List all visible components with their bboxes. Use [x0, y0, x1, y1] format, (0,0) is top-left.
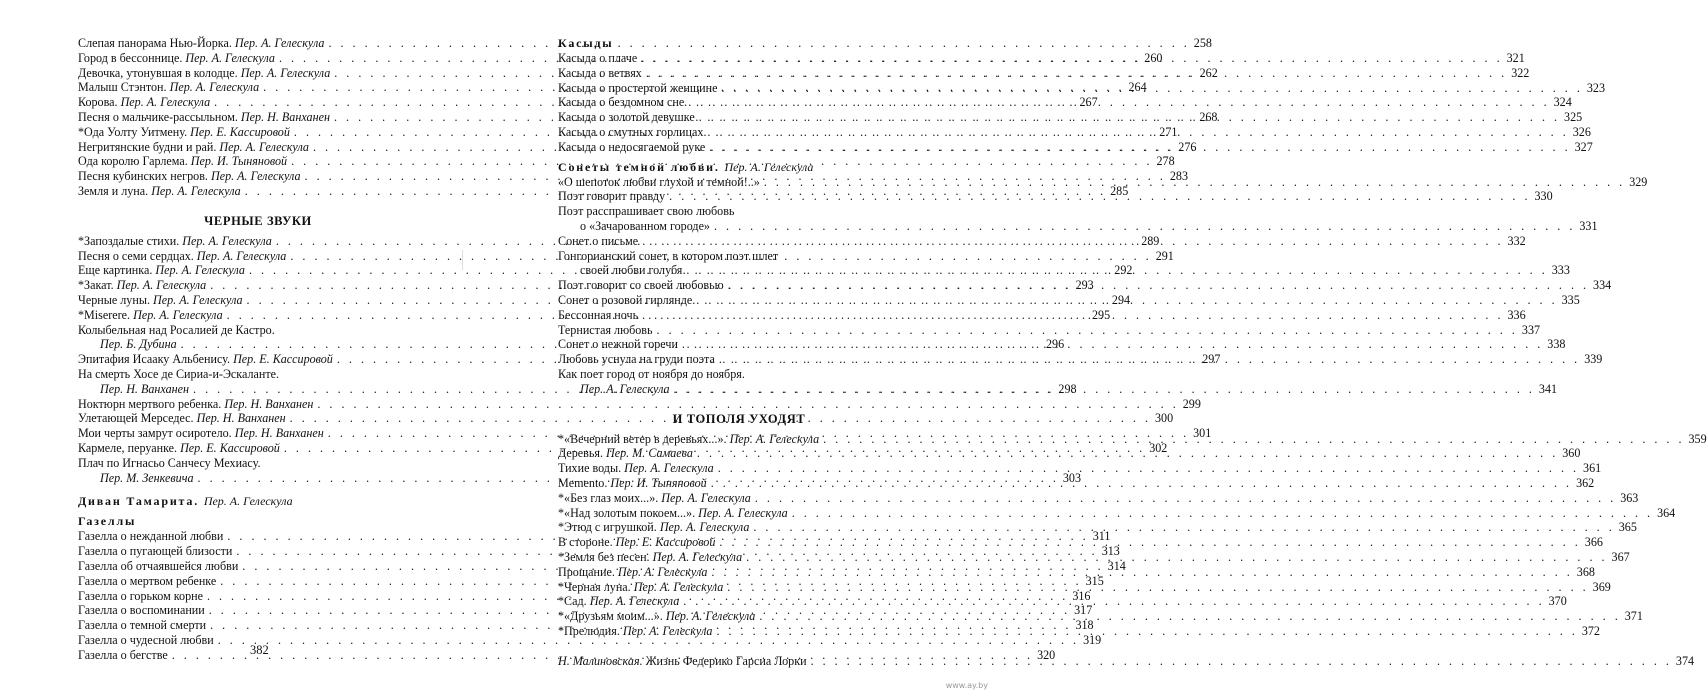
page-ref: 323	[1586, 80, 1605, 95]
toc-entry-title: *Черная луна. Пер. А. Гелескула	[558, 579, 724, 594]
page-ref: 330	[1534, 189, 1553, 204]
section-heading-black-sounds: ЧЕРНЫЕ ЗВУКИ	[204, 213, 312, 228]
toc-entry-title: *Закат. Пер. А. Гелескула	[78, 278, 207, 293]
page-ref: 321	[1506, 51, 1525, 65]
translator: Пер. Н. Ванханен	[196, 411, 286, 426]
page-ref: 285	[1110, 183, 1129, 198]
leader-dots	[792, 506, 1653, 521]
page-ref: 359	[1688, 431, 1707, 446]
toc-entry-title: Малыш Стэнтон. Пер. А. Гелескула	[78, 80, 260, 95]
page-ref: 365	[1618, 520, 1637, 535]
translator: Пер. А. Гелескула	[153, 292, 243, 307]
toc-entry-title: Газелла о мертвом ребенке	[78, 573, 217, 588]
translator: Пер. А. Гелескула	[698, 505, 788, 520]
translator: Пер. А. Гелескула	[652, 549, 743, 564]
translator: Пер. А. Гелескула	[661, 490, 751, 505]
translator: Пер. А. Гелескула	[617, 564, 708, 579]
page-ref: 361	[1583, 461, 1602, 476]
translator: Пер. А. Гелескула	[219, 139, 309, 154]
toc-entry-title: Касыда о золотой девушке	[558, 110, 695, 125]
toc-entry-title: Девочка, утонувшая в колодце. Пер. А. Гелескула	[78, 65, 331, 80]
page-ref: 293	[1075, 278, 1094, 293]
leader-dots	[727, 580, 1588, 595]
page-ref: 276	[1178, 139, 1197, 154]
translator: Пер. А. Гелескула	[665, 609, 756, 624]
toc-entry-title: Касыда о плаче	[558, 51, 638, 65]
translator: Пер. А. Гелескула	[182, 233, 272, 248]
toc-entry-title: *Запоздалые стихи. Пер. А. Гелескула	[78, 233, 272, 248]
toc-entry[interactable]	[558, 461, 1602, 476]
page-ref: 326	[1572, 124, 1591, 139]
toc-entry[interactable]: своей любви голубя . . . 333	[558, 263, 920, 278]
toc-entry-title: Поэт говорит правду	[558, 189, 666, 204]
translator: Пер. А. Гелескула	[633, 579, 724, 594]
translator: Пер. А. Гелескула	[151, 183, 241, 198]
page-fold	[462, 250, 463, 270]
leader-dots	[711, 565, 1572, 580]
leader-dots	[728, 278, 1589, 293]
translator: Пер. М. Самаева	[606, 446, 693, 461]
leader-dots	[682, 337, 1543, 352]
translator: Пер. А. Гелескула	[169, 80, 260, 95]
toc-entry-title: Улетающей Мерседес. Пер. Н. Ванханен	[78, 411, 286, 426]
toc-entry-title: Тихие воды. Пер. А. Гелескула	[558, 461, 714, 476]
section-heading-poplars: И ТОПОЛЯ УХОДЯТ	[672, 411, 806, 426]
leader-dots	[646, 66, 1507, 81]
toc-entry[interactable]: о «Зачарованном городе» . . . 331	[558, 219, 920, 234]
page-ref: 339	[1584, 352, 1603, 367]
page-number: 382	[250, 643, 269, 657]
page-ref: 362	[1576, 475, 1595, 490]
page-ref: 337	[1521, 322, 1541, 337]
translator: Пер. Н. Ванханен	[224, 396, 314, 411]
leader-dots	[669, 189, 1530, 204]
toc-entry[interactable]: Пер. Н. Ванханен . . . 298	[78, 382, 438, 397]
page-ref: 294	[1111, 292, 1131, 307]
page-ref: 372	[1581, 623, 1600, 638]
toc-entry[interactable]	[558, 505, 1676, 521]
page-ref: 360	[1562, 446, 1581, 461]
translator: Пер. Е. Кассировой	[615, 535, 716, 550]
page-ref: 314	[1107, 558, 1126, 573]
leader-dots	[697, 446, 1558, 461]
translator: Пер. А. Гелескула	[729, 431, 820, 446]
toc-entry-title: Корова. Пер. А. Гелескула	[78, 95, 211, 110]
toc-entry-title: *Сад. Пер. А. Гелескула	[558, 594, 680, 609]
toc-entry[interactable]: Колыбельная над Росалией де Кастро.	[78, 322, 275, 337]
leader-dots	[696, 293, 1557, 308]
section-heading-gazelles: Газеллы	[78, 514, 137, 529]
toc-entry-title: Еще картинка. Пер. А. Гелескула	[78, 263, 245, 278]
page-ref: 366	[1584, 535, 1603, 550]
page-ref: 329	[1629, 174, 1648, 189]
page-ref: 322	[1511, 65, 1530, 80]
toc-entry-title: Ода королю Гарлема. Пер. И. Тыняновой	[78, 154, 288, 169]
section-heading-divan: Диван Тамарита. Пер. А. Гелескула	[78, 494, 293, 509]
page-ref: 262	[1199, 65, 1218, 80]
page-ref: 317	[1074, 603, 1093, 618]
page-ref: 300	[1155, 411, 1174, 426]
toc-entry[interactable]: Пер. М. Зенкевича . . . 303	[78, 471, 438, 486]
page-ref: 327	[1574, 139, 1593, 154]
toc-entry-title: Memento. Пер. И. Тыняновой	[558, 475, 707, 490]
toc-entry-title: Слепая панорама Нью-Йорка. Пер. А. Гелескула	[78, 36, 325, 50]
toc-entry-title: «О шепоток любви глухой и темной!..»	[558, 174, 760, 189]
toc-entry-title: Сонет о розовой гирлянде	[558, 292, 693, 307]
toc-entry-title: Газелла о горьком корне	[78, 588, 203, 603]
toc-entry[interactable]	[558, 520, 1637, 535]
translator: Пер. А. Гелескула	[240, 65, 331, 80]
toc-entry-title: *«Над золотым покоем...». Пер. А. Гелескула	[558, 505, 788, 520]
toc-entry-title: Песня о мальчике-рассыльном. Пер. Н. Ванханен	[78, 109, 330, 124]
translator: Пер. А. Гелескула	[622, 623, 713, 638]
watermark: www.ay.by	[945, 681, 988, 690]
toc-entry-title: Газелла об отчаявшейся любви	[78, 558, 239, 573]
page-ref: 271	[1159, 124, 1178, 139]
toc-entry[interactable]: На смерть Хосе де Сириа-и-Эскаланте.	[78, 366, 280, 381]
page-ref: 301	[1193, 426, 1212, 441]
toc-entry-title: *«Без глаз моих...». Пер. А. Гелескула	[558, 490, 751, 505]
toc-entry-title: Любовь уснула на груди поэта	[558, 352, 715, 367]
toc-entry[interactable]: Эпитафия Исааку Альбенису. Пер. Е. Кассировой . . . 297	[78, 352, 438, 367]
page-ref: 367	[1611, 549, 1630, 564]
toc-entry-title: *«Друзьям моим...». Пер. А. Гелескула	[558, 609, 756, 624]
leader-dots	[755, 491, 1616, 506]
toc-entry[interactable]: Плач по Игнасьо Санчесу Мехиасу.	[78, 455, 261, 470]
page-ref: 334	[1593, 278, 1612, 293]
page-ref: 368	[1576, 564, 1595, 579]
leader-dots	[746, 550, 1607, 565]
toc-entry-title: Песня о семи сердцах. Пер. А. Гелескула	[78, 248, 287, 263]
translator: Пер. А. Гелескула	[116, 278, 207, 293]
translator: Пер. А. Гелескула	[210, 169, 301, 184]
page-ref: 325	[1564, 110, 1583, 125]
toc-entry-title: Касыда о простертой женщине	[558, 80, 718, 95]
translator: Пер. А. Гелескула	[120, 95, 211, 110]
page-ref: 289	[1141, 233, 1160, 248]
toc-entry[interactable]	[558, 475, 1595, 491]
page-ref: 336	[1507, 307, 1526, 322]
translator: Пер. Е. Кассировой	[190, 124, 290, 139]
leader-dots	[711, 476, 1572, 491]
toc-entry-title: Касыда о ветвях	[558, 65, 642, 80]
translator: Пер. А. Гелескула	[196, 248, 287, 263]
toc-entry-title: Касыда о бездомном сне	[558, 95, 685, 110]
toc-entry-title: Газелла о бегстве	[78, 647, 168, 662]
page-ref: 315	[1085, 573, 1104, 588]
page-ref: 278	[1156, 154, 1175, 169]
translator: Пер. А. Гелескула	[155, 263, 245, 278]
toc-entry-title: Город в бессоннице. Пер. А. Гелескула	[78, 50, 275, 65]
leader-dots	[657, 323, 1518, 338]
toc-entry-title: Газелла о чудесной любви	[78, 632, 214, 647]
translator: Пер. Н. Ванханен	[240, 109, 330, 124]
section-heading-sonnets: Сонеты темной любви. Пер. А. Гелескула	[558, 159, 814, 174]
toc-entry-title: Мои черты замрут осиротело. Пер. Н. Ванханен	[78, 426, 324, 441]
toc-entry-title: Негритянские будни и рай. Пер. А. Гелескула	[78, 139, 309, 154]
toc-entry-title: *Miserere. Пер. А. Гелескула	[78, 307, 223, 322]
toc-entry[interactable]	[558, 490, 1639, 506]
leader-dots	[709, 140, 1570, 155]
page-ref: 268	[1199, 109, 1218, 124]
leader-dots	[764, 175, 1625, 190]
toc-entry[interactable]	[78, 396, 1201, 412]
page-ref: 260	[1144, 50, 1163, 65]
toc-entry-title: *Ода Уолту Уитмену. Пер. Е. Кассировой	[78, 124, 290, 139]
page-ref: 319	[1083, 632, 1102, 647]
toc-entry-title: Черные луны. Пер. А. Гелескула	[78, 292, 243, 307]
toc-entry-title: Газелла о воспоминании	[78, 603, 205, 618]
translator: Пер. А. Гелескула	[589, 594, 680, 609]
translator: Пер. А. Гелескула	[234, 36, 325, 50]
toc-entry-title: Бессонная ночь	[558, 307, 639, 322]
toc-entry-title: Ноктюрн мертвого ребенка. Пер. Н. Ванханен	[78, 396, 314, 411]
section-heading-kasidas: Касыды	[558, 36, 614, 50]
toc-entry-title: *Земля без песен. Пер. А. Гелескула	[558, 549, 743, 564]
leader-dots	[707, 125, 1568, 140]
page-ref: 369	[1592, 579, 1611, 594]
translator: Пер. И. Тыняновой	[610, 475, 707, 490]
toc-entry-title: Поэт говорит со своей любовью	[558, 278, 724, 293]
leader-dots	[719, 352, 1580, 367]
toc-entry-essay[interactable]: Н. Малиновская. Жизнь Федерико Гарсиа Лорки . . . 374	[558, 654, 920, 669]
leader-dots	[642, 308, 1503, 323]
page-ref: 364	[1657, 505, 1676, 520]
toc-entry[interactable]: Пер. Б. Дубина . . . 296	[78, 337, 438, 352]
page-ref: 370	[1548, 594, 1567, 609]
toc-entry-title: *Этюд с игрушкой. Пер. А. Гелескула	[558, 520, 750, 535]
toc-entry-title: Деревья. Пер. М. Самаева	[558, 446, 693, 461]
page-ref: 299	[1182, 396, 1201, 411]
translator: Пер. А. Гелескула	[133, 307, 223, 322]
page-ref: 363	[1620, 490, 1639, 505]
page-ref: 318	[1075, 618, 1094, 633]
toc-entry-title: Газелла о нежданной любви	[78, 529, 224, 544]
toc-entry[interactable]: Гонгорианский сонет, в котором поэт шлет	[558, 248, 779, 263]
toc-entry-title: Земля и луна. Пер. А. Гелескула	[78, 183, 241, 198]
leader-dots	[719, 535, 1580, 550]
toc-entry-title: *«Вечерний ветер в деревьях...». Пер. А. Гелескула	[558, 431, 820, 446]
page-ref: 324	[1553, 95, 1572, 110]
page-ref: 292	[1114, 263, 1133, 278]
toc-entry[interactable]: Сонет о письме . . . 332	[558, 234, 920, 249]
toc-entry-title: Газелла о пугающей близости	[78, 544, 233, 559]
page-ref: 316	[1072, 588, 1091, 603]
leader-dots	[722, 81, 1583, 96]
toc-entry-title: В стороне. Пер. Е. Кассировой	[558, 535, 716, 550]
toc-entry-title: Касыда о недосягаемой руке	[558, 139, 706, 154]
page-ref: 283	[1169, 169, 1189, 184]
toc-entry-title: Песня кубинских негров. Пер. А. Гелескула	[78, 169, 301, 184]
toc-entry[interactable]: Пер. А. Гелескула . . . 341	[558, 382, 920, 397]
toc-entry[interactable]: Поэт расспрашивает свою любовь	[558, 204, 735, 219]
page-ref: 320	[1037, 647, 1056, 662]
leader-dots	[759, 609, 1620, 624]
leader-dots	[688, 95, 1549, 110]
page-ref: 338	[1547, 337, 1566, 352]
toc-entry-title: Сонет о нежной горечи	[558, 337, 678, 352]
leader-dots	[683, 594, 1544, 609]
toc-entry-title: Кармеле, перуанке. Пер. Е. Кассировой	[78, 440, 280, 455]
page-ref: 371	[1624, 609, 1643, 624]
translator: Пер. И. Тыняновой	[190, 154, 288, 169]
page-ref: 295	[1092, 307, 1111, 322]
page-ref: 313	[1101, 544, 1120, 559]
leader-dots	[641, 51, 1502, 66]
page-ref: 258	[1193, 36, 1212, 50]
toc-entry[interactable]: Как поет город от ноября до ноября.	[558, 366, 745, 381]
toc-entry-title: Касыда о смутных горлицах	[558, 124, 704, 139]
toc-entry-title: Тернистая любовь	[558, 322, 653, 337]
page-ref: 311	[1092, 529, 1111, 544]
translator: Пер. Е. Кассировой	[180, 440, 280, 455]
toc-entry-title: Прощание. Пер. А. Гелескула	[558, 564, 708, 579]
translator: Пер. А. Гелескула	[624, 461, 714, 476]
leader-dots	[753, 520, 1614, 535]
leader-dots	[716, 624, 1577, 639]
toc-entry[interactable]	[558, 322, 1541, 338]
toc-entry-title: Газелла о темной смерти	[78, 618, 207, 633]
leader-dots	[718, 461, 1579, 476]
translator: Пер. Н. Ванханен	[234, 426, 324, 441]
page-ref: 291	[1155, 248, 1174, 263]
page-ref: 267	[1079, 95, 1098, 110]
toc-entry-title: *Прелюдия. Пер. А. Гелескула	[558, 623, 713, 638]
page-ref: 264	[1128, 80, 1147, 95]
page-ref: 302	[1149, 440, 1168, 455]
leader-dots	[699, 110, 1560, 125]
translator: Пер. А. Гелескула	[659, 520, 750, 535]
page-ref: 335	[1561, 292, 1580, 307]
translator: Пер. А. Гелескула	[185, 50, 275, 65]
leader-dots	[823, 432, 1684, 447]
